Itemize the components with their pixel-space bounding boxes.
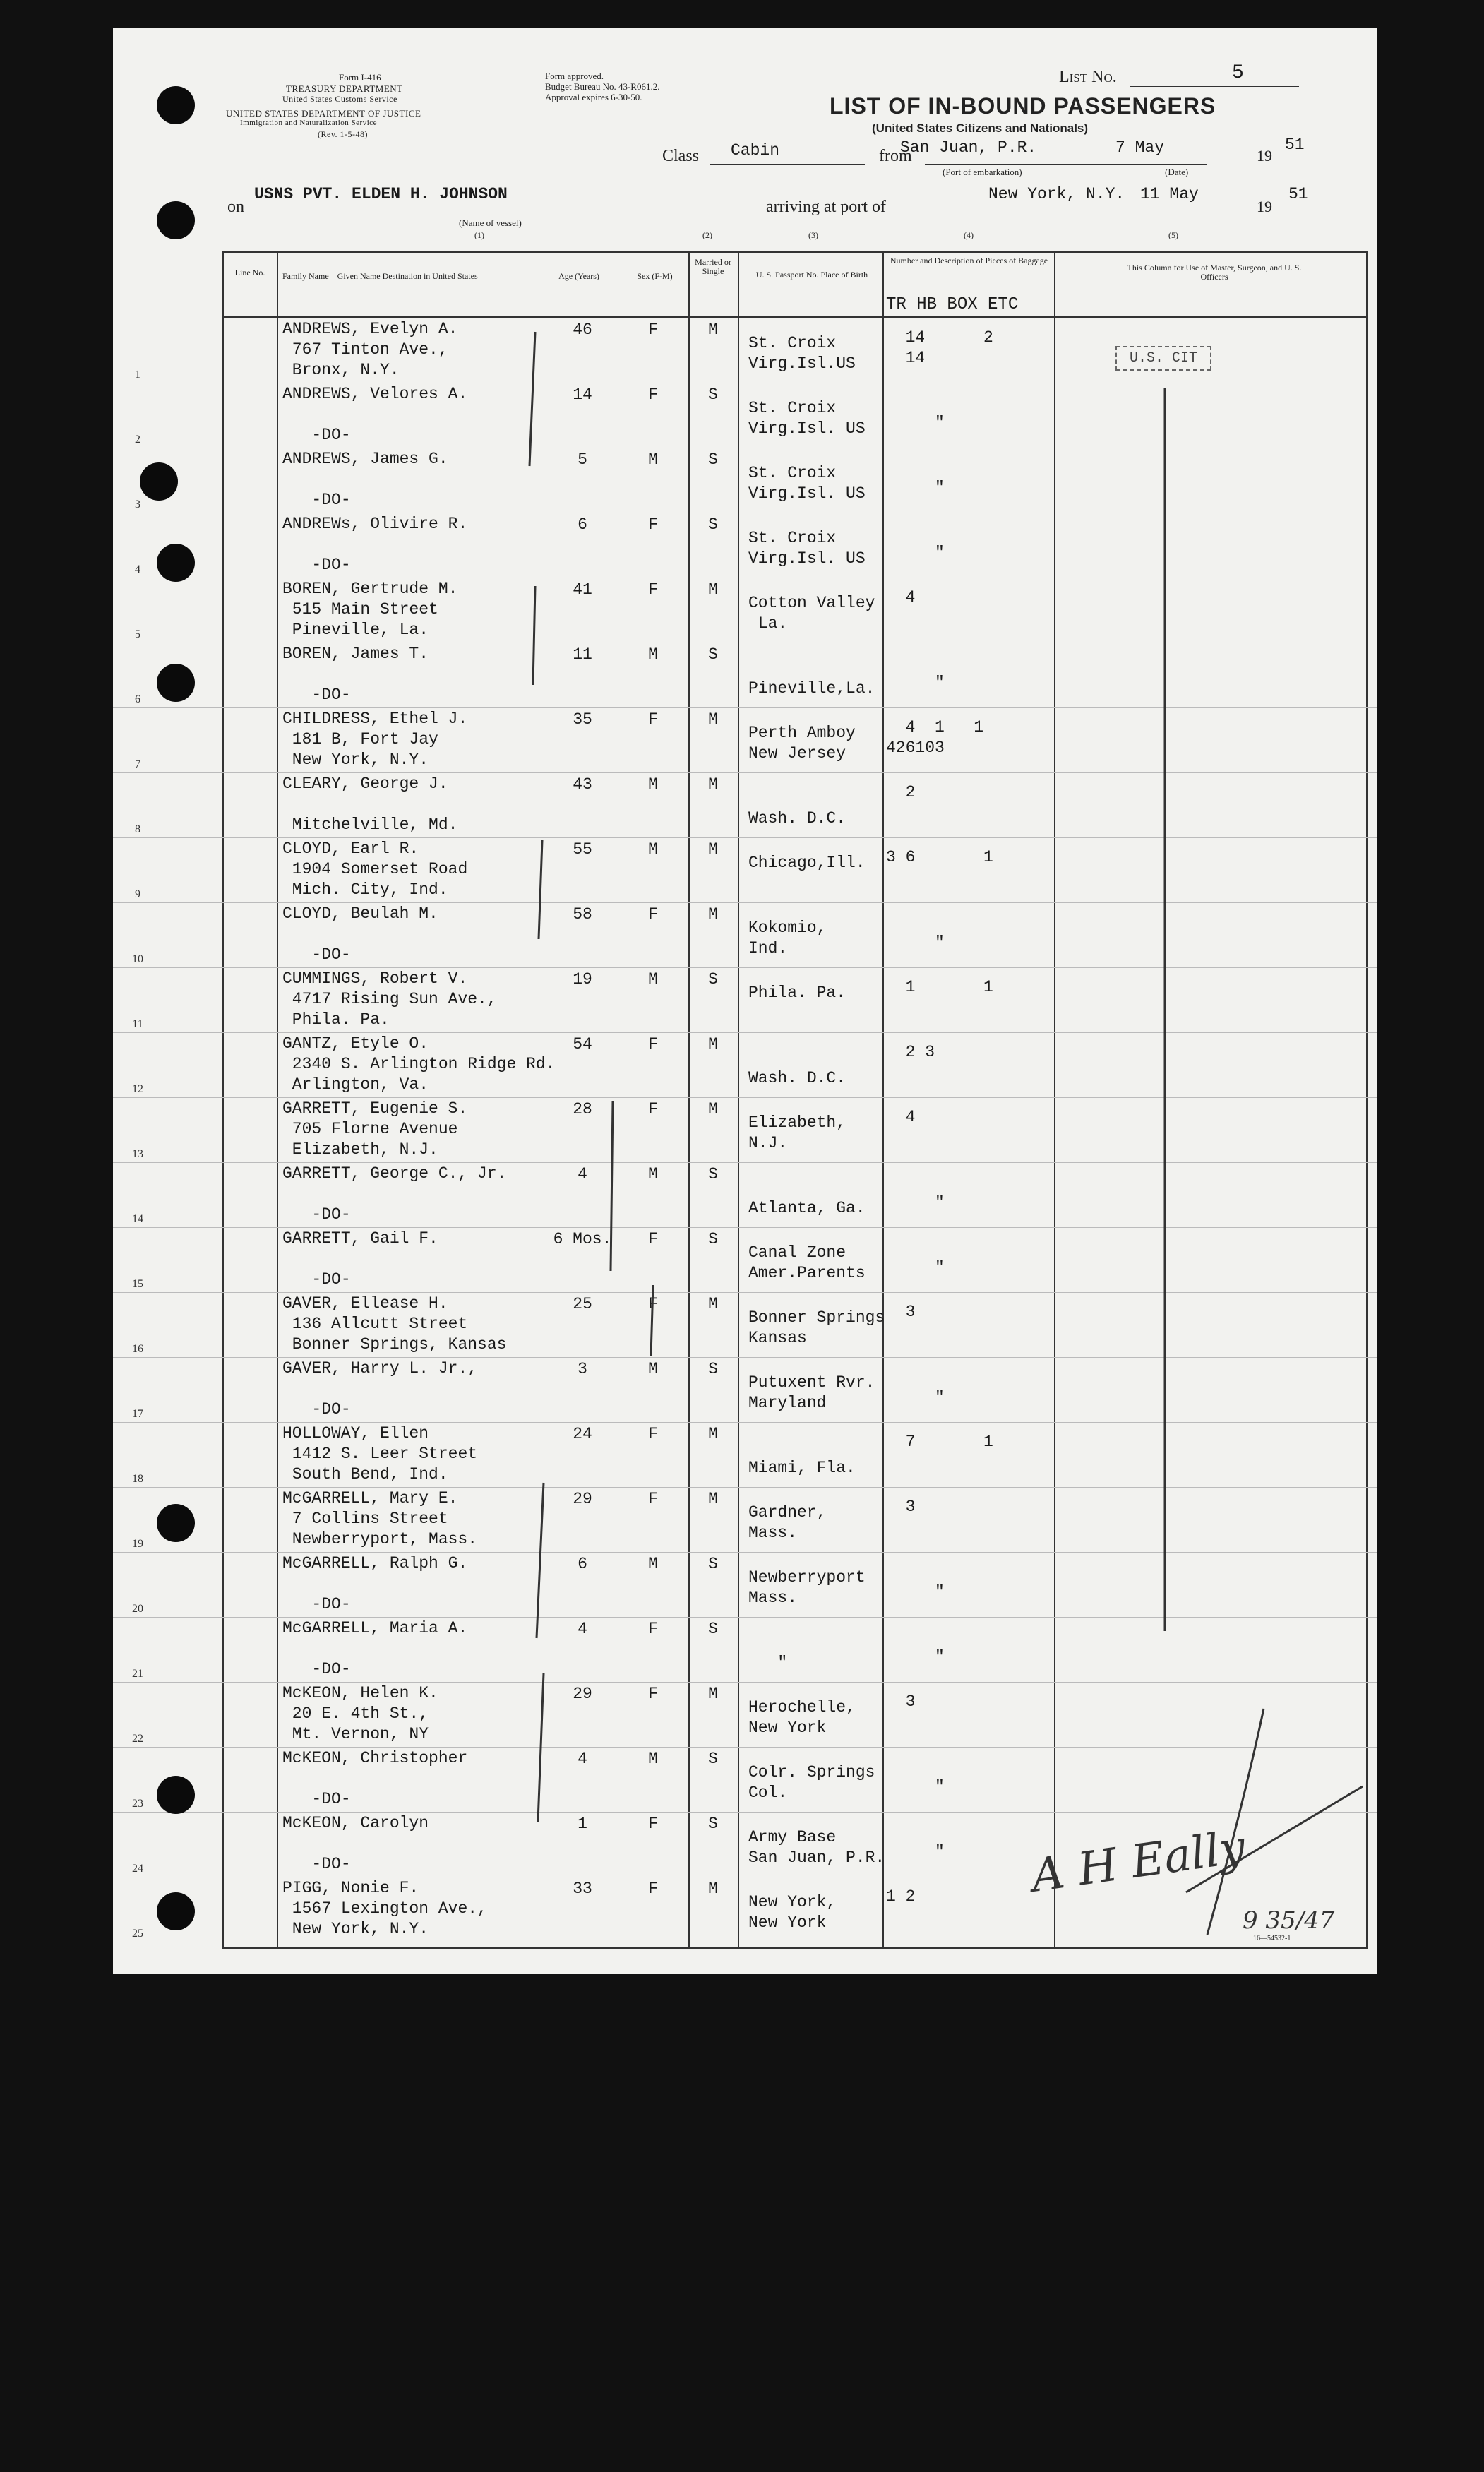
line-number: 17 [132,1408,143,1420]
place-of-birth: St. Croix Virg.Isl. US [748,399,866,438]
place-of-birth: Elizabeth, N.J. [748,1113,846,1152]
passenger-age: 6 Mos. [553,1230,612,1248]
passenger-age: 55 [573,840,592,859]
passenger-age: 43 [573,775,592,794]
header-sex: Sex (F-M) [637,271,673,281]
date-label: (Date) [1165,167,1189,177]
check-marks [113,28,1377,1974]
passenger-name: ANDREWS, Velores A. -DO- [282,385,468,444]
place-of-birth: " [777,1654,788,1672]
port-embark-label: (Port of embarkation) [943,167,1022,177]
passenger-age: 1 [578,1815,587,1833]
col-num-4: (4) [964,230,974,240]
header-baggage: Number and Description of Pieces of Baggage [890,256,1048,265]
marital-status: M [708,710,718,729]
line-number: 13 [132,1148,143,1160]
passenger-age: 6 [578,515,587,534]
passenger-age: 3 [578,1360,587,1378]
line-number: 24 [132,1863,143,1875]
place-of-birth: Phila. Pa. [748,984,846,1002]
customs-service: United States Customs Service [282,94,397,104]
passenger-sex: F [648,1295,658,1313]
vessel-label: (Name of vessel) [459,217,522,228]
passenger-sex: M [648,840,658,859]
line-number: 9 [135,888,140,900]
baggage-count: " [935,544,945,562]
header-age: Age (Years) [558,271,599,281]
passenger-age: 58 [573,905,592,924]
passenger-age: 5 [578,450,587,469]
line-number: 12 [132,1083,143,1095]
place-of-birth: Kokomio, Ind. [748,919,827,957]
handwritten-number: 9 35/47 [1243,1906,1335,1935]
marital-status: S [708,1555,718,1573]
marital-status: S [708,1165,718,1183]
line-number: 4 [135,563,140,575]
header-name: Family Name—Given Name Destination in United States [282,271,478,281]
baggage-count: " [935,1388,945,1407]
line-number: 5 [135,628,140,640]
passenger-sex: F [648,1880,658,1898]
class-label: Class [662,147,700,165]
passenger-age: 33 [573,1880,592,1898]
baggage-count: 4 [886,588,916,607]
passenger-sex: F [648,1425,658,1443]
baggage-count: 2 3 [886,1043,935,1061]
baggage-count: 1 2 [886,1887,916,1906]
line-number: 8 [135,823,140,835]
col-num-5: (5) [1168,230,1178,240]
marital-status: M [708,1425,718,1443]
marital-status: M [708,1685,718,1703]
passenger-age: 24 [573,1425,592,1443]
line-number: 18 [132,1473,143,1485]
baggage-count: " [935,933,945,952]
passenger-name: BOREN, Gertrude M. 515 Main Street Pineville, La. [282,580,458,639]
citizen-stamp: U.S. CIT [1115,346,1211,371]
approval-line-2: Budget Bureau No. 43-R061.2. [545,81,660,92]
passenger-sex: F [648,905,658,924]
passenger-sex: F [648,1620,658,1638]
line-number: 2 [135,434,140,446]
line-number: 25 [132,1928,143,1940]
header-line-no: Line No. [234,268,265,277]
treasury-dept: TREASURY DEPARTMENT [286,83,403,94]
baggage-count: " [935,414,945,432]
from-value: San Juan, P.R. [900,138,1037,157]
place-of-birth: Newberryport Mass. [748,1568,866,1607]
passenger-age: 35 [573,710,592,729]
baggage-count: " [935,1583,945,1601]
marital-status: M [708,1035,718,1053]
passenger-age: 4 [578,1750,587,1768]
marital-status: M [708,1100,718,1118]
form-id: Form I-416 [339,72,381,83]
passenger-age: 25 [573,1295,592,1313]
document-sheet [113,28,1377,1974]
passenger-age: 11 [573,645,592,664]
passenger-name: ANDREWS, Evelyn A. 767 Tinton Ave., Bronx, N.Y. [282,320,458,379]
place-of-birth: Wash. D.C. [748,809,846,828]
baggage-count: 7 1 [886,1433,993,1451]
passenger-sex: M [648,1165,658,1183]
passenger-sex: F [648,1230,658,1248]
passenger-name: McGARRELL, Maria A. -DO- [282,1619,468,1678]
marital-status: M [708,1880,718,1898]
binder-hole-icon [140,462,178,501]
passenger-name: ANDREWS, James G. -DO- [282,450,448,509]
line-number: 22 [132,1733,143,1745]
header-passport: U. S. Passport No. Place of Birth [755,270,868,280]
place-of-birth: Colr. Springs Col. [748,1763,875,1802]
form-revision: (Rev. 1-5-48) [318,129,369,139]
line-number: 7 [135,758,140,770]
line-number: 21 [132,1668,143,1680]
ins-service: Immigration and Naturalization Service [240,119,378,127]
passenger-sex: F [648,580,658,599]
baggage-count: 3 [886,1498,916,1516]
col-num-3: (3) [808,230,818,240]
passenger-age: 14 [573,386,592,404]
passenger-name: CHILDRESS, Ethel J. 181 B, Fort Jay New York, N.Y. [282,710,468,769]
page-title: LIST OF IN-BOUND PASSENGERS [830,93,1216,119]
year-prefix-2: 19 [1257,198,1272,215]
place-of-birth: St. Croix Virg.Isl. US [748,464,866,503]
place-of-birth: Putuxent Rvr. Maryland [748,1373,875,1412]
passenger-name: McGARRELL, Ralph G. -DO- [282,1554,468,1613]
passenger-age: 29 [573,1490,592,1508]
passenger-sex: F [648,321,658,339]
class-value: Cabin [731,141,780,160]
passenger-sex: M [648,1750,658,1768]
approval-line-1: Form approved. [545,71,604,81]
passenger-name: BOREN, James T. -DO- [282,645,429,704]
place-of-birth: Gardner, Mass. [748,1503,827,1542]
justice-dept: UNITED STATES DEPARTMENT OF JUSTICE [226,108,421,119]
line-number: 10 [132,953,143,965]
footer-code: 16—54532-1 [1253,1935,1291,1942]
departure-year: 51 [1285,136,1305,154]
col-num-1: (1) [474,230,484,240]
passenger-age: 29 [573,1685,592,1703]
passenger-name: GARRETT, Eugenie S. 705 Florne Avenue Elizabeth, N.J. [282,1099,468,1159]
marital-status: S [708,1620,718,1638]
passenger-sex: F [648,1685,658,1703]
place-of-birth: Atlanta, Ga. [748,1199,866,1217]
line-number: 6 [135,693,140,705]
list-no-label: List No. [1059,68,1117,86]
place-of-birth: St. Croix Virg.Isl.US [748,334,856,373]
approval-line-3: Approval expires 6-30-50. [545,92,642,102]
binder-hole-icon [157,201,195,239]
passenger-age: 28 [573,1100,592,1118]
page-subtitle: (United States Citizens and Nationals) [872,121,1089,135]
arrival-date: 11 May [1140,185,1199,203]
passenger-name: PIGG, Nonie F. 1567 Lexington Ave., New York, N.Y. [282,1879,487,1938]
place-of-birth: Bonner Springs Kansas [748,1308,885,1347]
baggage-count: 3 6 1 [886,848,993,866]
passenger-name: GARRETT, George C., Jr. -DO- [282,1164,507,1224]
baggage-count: 4 [886,1108,916,1126]
baggage-count: " [935,1778,945,1796]
line-number: 11 [132,1018,143,1030]
line-number: 20 [132,1603,143,1615]
passenger-sex: M [648,645,658,664]
passenger-sex: M [648,1555,658,1573]
arrival-port: New York, N.Y. [988,185,1125,203]
from-label: from [879,147,912,165]
place-of-birth: Wash. D.C. [748,1069,846,1087]
passenger-name: CUMMINGS, Robert V. 4717 Rising Sun Ave., Phila. Pa. [282,969,497,1029]
marital-status: M [708,321,718,339]
line-number: 3 [135,498,140,510]
marital-status: S [708,515,718,534]
binder-hole-icon [157,544,195,582]
marital-status: M [708,840,718,859]
line-number: 14 [132,1213,143,1225]
passenger-name: GAVER, Harry L. Jr., -DO- [282,1359,478,1419]
header-officers: This Column for Use of Master, Surgeon, and U. S. Officers [1127,263,1302,282]
passenger-name: CLOYD, Beulah M. -DO- [282,904,438,964]
baggage-count: " [935,1258,945,1277]
passenger-name: McKEON, Helen K. 20 E. 4th St., Mt. Vernon, NY [282,1684,438,1743]
marital-status: M [708,905,718,924]
passenger-name: GARRETT, Gail F. -DO- [282,1229,438,1289]
arriving-label: arriving at port of [766,198,886,216]
marital-status: S [708,645,718,664]
baggage-count: " [935,1843,945,1861]
passenger-name: McGARRELL, Mary E. 7 Collins Street Newberryport, Mass. [282,1489,478,1548]
passenger-name: HOLLOWAY, Ellen 1412 S. Leer Street South Bend, Ind. [282,1424,478,1483]
passenger-name: McKEON, Christopher -DO- [282,1749,468,1808]
passenger-age: 46 [573,321,592,339]
passenger-age: 4 [578,1165,587,1183]
col-num-2: (2) [702,230,712,240]
passenger-name: McKEON, Carolyn -DO- [282,1814,429,1873]
place-of-birth: Chicago,Ill. [748,854,866,872]
arrival-year: 51 [1288,185,1308,203]
departure-date: 7 May [1115,138,1165,157]
line-number: 15 [132,1278,143,1290]
place-of-birth: Perth Amboy New Jersey [748,724,856,763]
passenger-sex: F [648,1100,658,1118]
place-of-birth: New York, New York [748,1893,837,1932]
passenger-sex: M [648,775,658,794]
marital-status: S [708,1815,718,1833]
binder-hole-icon [157,86,195,124]
baggage-count: 4 1 1 426103 [886,718,984,757]
baggage-count: " [935,1648,945,1666]
passenger-name: CLOYD, Earl R. 1904 Somerset Road Mich. City, Ind. [282,840,468,899]
passenger-age: 54 [573,1035,592,1053]
on-label: on [227,198,244,216]
baggage-count: 3 [886,1303,916,1321]
passenger-age: 4 [578,1620,587,1638]
marital-status: S [708,1230,718,1248]
place-of-birth: St. Croix Virg.Isl. US [748,529,866,568]
baggage-count: 14 2 14 [905,328,993,367]
place-of-birth: Canal Zone Amer.Parents [748,1243,866,1282]
year-prefix-1: 19 [1257,147,1272,165]
marital-status: M [708,775,718,794]
place-of-birth: Army Base San Juan, P.R. [748,1828,885,1867]
marital-status: S [708,970,718,989]
baggage-count: " [935,674,945,692]
passenger-sex: M [648,450,658,469]
baggage-count: 1 1 [886,978,993,996]
baggage-count: 2 [886,783,916,801]
passenger-sex: F [648,515,658,534]
line-number: 23 [132,1798,143,1810]
marital-status: M [708,1295,718,1313]
binder-hole-icon [157,664,195,702]
passenger-sex: F [648,710,658,729]
passenger-sex: F [648,386,658,404]
passenger-age: 6 [578,1555,587,1573]
passenger-sex: M [648,970,658,989]
signature-icon: A H Eally [1028,1821,1249,1903]
binder-hole-icon [157,1776,195,1814]
passenger-name: GAVER, Ellease H. 136 Allcutt Street Bonner Springs, Kansas [282,1294,507,1354]
marital-status: S [708,386,718,404]
line-number: 16 [132,1343,143,1355]
baggage-count: " [935,479,945,497]
marital-status: S [708,1750,718,1768]
marital-status: M [708,1490,718,1508]
line-number: 1 [135,369,140,381]
passenger-name: GANTZ, Etyle O. 2340 S. Arlington Ridge Rd. Arlington, Va. [282,1034,556,1094]
place-of-birth: Pineville,La. [748,679,875,698]
place-of-birth: Miami, Fla. [748,1459,856,1477]
binder-hole-icon [157,1504,195,1542]
baggage-count: 3 [886,1692,916,1711]
marital-status: S [708,450,718,469]
passenger-sex: F [648,1815,658,1833]
passenger-name: ANDREWs, Olivire R. -DO- [282,515,468,574]
header-baggage-cols: TR HB BOX ETC [886,295,1019,314]
list-no-value: 5 [1232,62,1244,84]
binder-hole-icon [157,1892,195,1930]
passenger-name: CLEARY, George J. Mitchelville, Md. [282,775,458,834]
passenger-sex: F [648,1035,658,1053]
passenger-age: 41 [573,580,592,599]
vessel-name: USNS PVT. ELDEN H. JOHNSON [254,185,508,203]
place-of-birth: Herochelle, New York [748,1698,856,1737]
passenger-age: 19 [573,970,592,989]
line-number: 19 [132,1538,143,1550]
marital-status: S [708,1360,718,1378]
place-of-birth: Cotton Valley La. [748,594,875,633]
baggage-count: " [935,1193,945,1212]
marital-status: M [708,580,718,599]
passenger-sex: M [648,1360,658,1378]
header-married: Married or Single [695,257,731,276]
passenger-sex: F [648,1490,658,1508]
